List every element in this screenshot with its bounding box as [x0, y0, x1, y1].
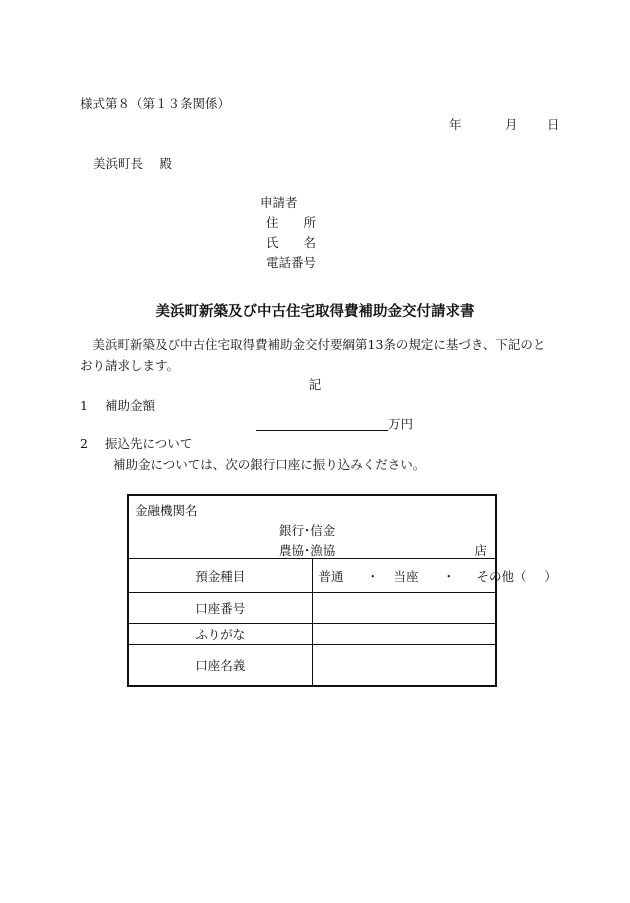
item-number: 1 [80, 398, 88, 413]
bank-types-line2: 農協･漁協 [279, 543, 336, 558]
account-number-label: 口座番号 [128, 593, 312, 624]
applicant-heading: 申請者 [260, 195, 298, 210]
account-holder-field[interactable] [312, 645, 496, 687]
deposit-type-label: 預金種目 [128, 559, 312, 593]
item-label: 補助金額 [105, 398, 156, 413]
item-subsidy-amount [80, 400, 155, 413]
option-other-close: ） [544, 568, 557, 584]
applicant-block [260, 197, 316, 277]
date-line [449, 119, 559, 132]
bank-types-line1: 銀行･信金 [279, 523, 336, 538]
amount-field [256, 418, 413, 431]
bank-account-table [127, 494, 557, 687]
branch-suffix: 店 [474, 543, 487, 558]
addressee: 美浜町長 殿 [93, 156, 172, 171]
furigana-field[interactable] [312, 624, 496, 645]
date-day: 日 [546, 117, 560, 132]
date-year: 年 [449, 117, 462, 132]
address-label: 住 所 [266, 215, 317, 230]
separator: ・ [442, 568, 455, 584]
form-number: 様式第８（第１３条関係） [80, 96, 231, 111]
account-holder-label: 口座名義 [128, 645, 312, 687]
date-month: 月 [504, 117, 518, 132]
transfer-instruction: 補助金については、次の銀行口座に振り込みください。 [113, 457, 426, 472]
item-transfer-destination [80, 438, 192, 451]
request-statement: 美浜町新築及び中古住宅取得費補助金交付要綱第13条の規定に基づき、下記のとおり請求します。 [80, 337, 546, 373]
separator: ・ [366, 568, 379, 584]
name-label: 氏 名 [266, 235, 317, 250]
page-title: 美浜町新築及び中古住宅取得費補助金交付請求書 [155, 303, 475, 320]
phone-label: 電話番号 [266, 255, 317, 270]
option-ordinary[interactable]: 普通 [318, 568, 344, 584]
furigana-label: ふりがな [128, 624, 312, 645]
institution-label: 金融機関名 [135, 503, 198, 518]
amount-unit: 万円 [388, 416, 414, 432]
account-number-field[interactable] [312, 593, 496, 624]
note-mark: 記 [308, 377, 322, 392]
financial-institution-cell[interactable] [128, 495, 496, 559]
item-label: 振込先について [105, 436, 193, 451]
amount-blank-line[interactable] [256, 418, 388, 431]
option-checking[interactable]: 当座 [393, 568, 419, 584]
option-other[interactable]: その他（ [476, 568, 527, 584]
deposit-type-options[interactable] [312, 559, 557, 593]
item-number: 2 [80, 436, 88, 451]
